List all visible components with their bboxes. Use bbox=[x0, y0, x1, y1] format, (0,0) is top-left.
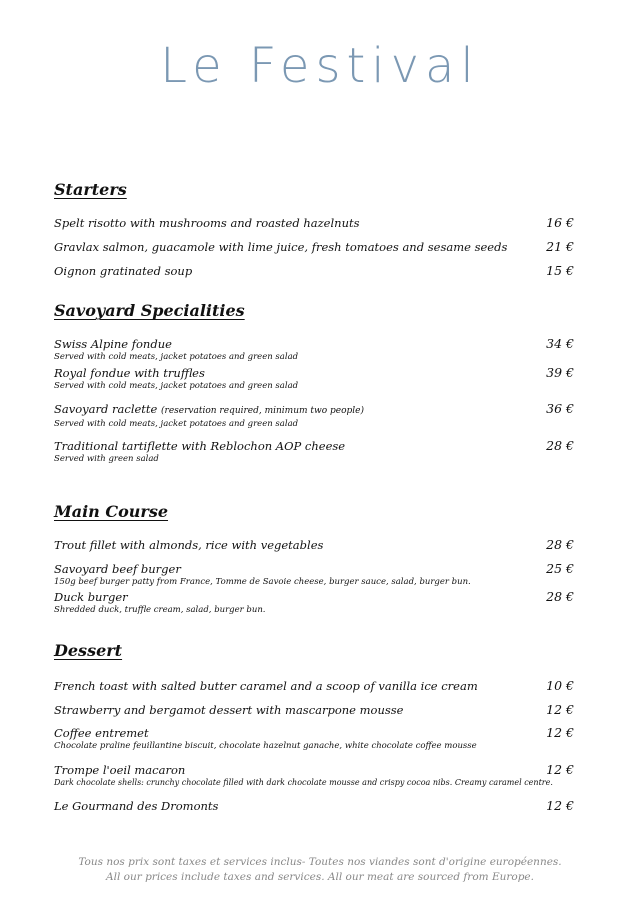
menu-item bbox=[54, 679, 574, 693]
item-name: Duck burger bbox=[54, 590, 128, 604]
item-name: Coffee entremet bbox=[54, 726, 149, 740]
item-price: 34 € bbox=[546, 336, 574, 351]
item-description: Chocolate praline feuillantine biscuit, chocolate hazelnut ganache, white chocolate coffee mousse bbox=[54, 741, 477, 751]
section-title-dessert: Dessert bbox=[54, 641, 123, 660]
item-description: Shredded duck, truffle cream, salad, burger bun. bbox=[54, 605, 266, 615]
item-price: 25 € bbox=[546, 561, 574, 576]
item-description: Served with cold meats, jacket potatoes and green salad bbox=[54, 381, 299, 391]
item-price: 36 € bbox=[546, 401, 574, 416]
item-description: Dark chocolate shells: crunchy chocolate filled with dark chocolate mousse and crispy cocoa nibs. Creamy caramel centre. bbox=[54, 778, 553, 787]
item-price: 21 € bbox=[546, 239, 574, 254]
item-price: 12 € bbox=[546, 702, 574, 717]
menu-item bbox=[54, 538, 574, 552]
item-price: 15 € bbox=[546, 263, 574, 278]
item-name: Strawberry and bergamot dessert with mascarpone mousse bbox=[54, 703, 404, 717]
footer-line-en: All our prices include taxes and services. All our meat are sourced from Europe. bbox=[106, 871, 534, 883]
item-price: 12 € bbox=[546, 762, 574, 777]
menu-item bbox=[54, 726, 574, 752]
item-name: Royal fondue with truffles bbox=[54, 366, 205, 380]
item-price: 28 € bbox=[546, 537, 574, 552]
item-price: 10 € bbox=[546, 678, 574, 693]
item-price: 28 € bbox=[546, 589, 574, 604]
item-description: 150g beef burger patty from France, Tomme de Savoie cheese, burger sauce, salad, burger bun. bbox=[54, 577, 471, 587]
footer-note bbox=[0, 855, 640, 885]
item-name: French toast with salted butter caramel and a scoop of vanilla ice cream bbox=[54, 679, 478, 693]
menu-item bbox=[54, 439, 574, 465]
item-name: Gravlax salmon, guacamole with lime juice, fresh tomatoes and sesame seeds bbox=[54, 240, 508, 254]
item-description: Served with cold meats, jacket potatoes and green salad bbox=[54, 419, 299, 429]
menu-item bbox=[54, 240, 574, 254]
item-name: Traditional tartiflette with Reblochon AOP cheese bbox=[54, 439, 346, 453]
item-name: Le Gourmand des Dromonts bbox=[54, 799, 219, 813]
menu-item bbox=[54, 763, 574, 789]
section-title-main-course: Main Course bbox=[54, 502, 169, 521]
menu-item bbox=[54, 366, 574, 392]
menu-item bbox=[54, 216, 574, 230]
item-price: 12 € bbox=[546, 725, 574, 740]
item-name: Savoyard beef burger bbox=[54, 562, 181, 576]
item-name: Oignon gratinated soup bbox=[54, 264, 193, 278]
item-name: Spelt risotto with mushrooms and roasted hazelnuts bbox=[54, 216, 360, 230]
item-price: 39 € bbox=[546, 365, 574, 380]
section-title-savoyard: Savoyard Specialities bbox=[54, 301, 245, 320]
item-price: 28 € bbox=[546, 438, 574, 453]
item-name: Savoyard raclette bbox=[54, 402, 158, 416]
item-price: 12 € bbox=[546, 798, 574, 813]
menu-item bbox=[54, 799, 574, 813]
item-description: Served with green salad bbox=[54, 454, 159, 464]
item-name: Swiss Alpine fondue bbox=[54, 337, 172, 351]
menu-item bbox=[54, 264, 574, 278]
item-name: Trompe l'oeil macaron bbox=[54, 763, 186, 777]
menu-item bbox=[54, 590, 574, 616]
restaurant-logo: Le Festival bbox=[160, 38, 480, 94]
item-price: 16 € bbox=[546, 215, 574, 230]
menu-item bbox=[54, 337, 574, 363]
footer-line-fr: Tous nos prix sont taxes et services inclus- Toutes nos viandes sont d'origine européennes. bbox=[78, 856, 562, 868]
item-note: (reservation required, minimum two people) bbox=[161, 406, 364, 416]
menu-item bbox=[54, 562, 574, 588]
section-title-starters: Starters bbox=[54, 180, 127, 199]
menu-item bbox=[54, 402, 574, 430]
item-description: Served with cold meats, jacket potatoes and green salad bbox=[54, 352, 299, 362]
item-name: Trout fillet with almonds, rice with vegetables bbox=[54, 538, 324, 552]
menu-item bbox=[54, 703, 574, 717]
